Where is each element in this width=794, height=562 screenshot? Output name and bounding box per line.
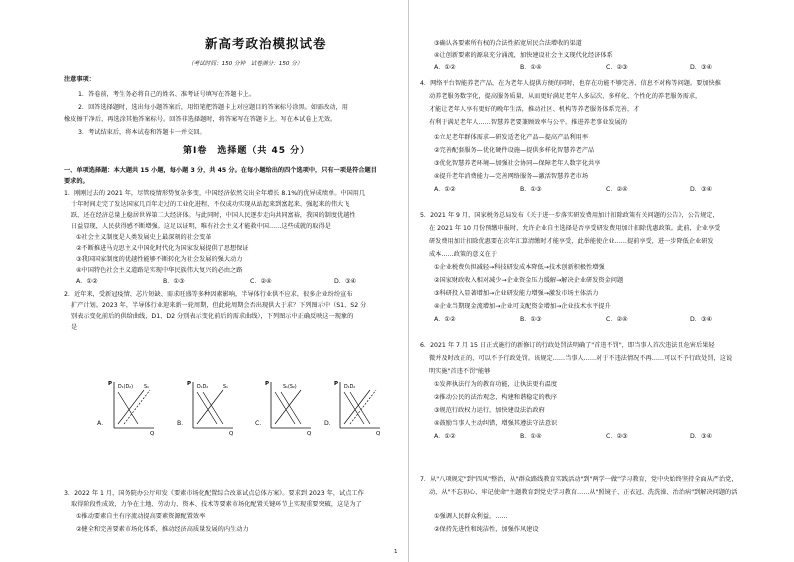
exam-info: （考试时间：150 分钟 试卷满分：150 分） bbox=[188, 61, 303, 67]
question-6-option: ③规范行政权力运行，加快建设法治政府 bbox=[434, 407, 545, 414]
question-3-choice-c: C．②③ bbox=[606, 64, 628, 71]
question-5-choice-a: A．①② bbox=[434, 316, 456, 323]
axis-p-label: P bbox=[108, 381, 113, 387]
question-4-option: ②完善配套服务—优化硬件设施—提供多样化智慧养老产品 bbox=[434, 147, 595, 154]
graph-option-d: D． bbox=[324, 420, 335, 427]
question-5-choice-b: B．①③ bbox=[520, 316, 542, 323]
page-number: 1 bbox=[394, 549, 398, 555]
axis-p-label: P bbox=[334, 381, 339, 387]
question-3-choice-a: A．①② bbox=[434, 64, 456, 71]
question-3-choice-b: B．①④ bbox=[520, 64, 542, 71]
question-3-option: ④让创新要素的源泉充分涌流，加快建设社会主义现代化经济体系 bbox=[434, 52, 613, 59]
question-1-option: ①社会主义制度是人类发展史上最深刻的社会变革 bbox=[76, 234, 212, 241]
question-4-stem: 4．网络平台智能养老产品，在为老年人提供方便的同时，也存在功能不够完善、信息不对称等问题。要加快推 bbox=[420, 80, 721, 87]
notice-item: 1．答卷前，考生务必将自己的姓名、准考证号填写在答题卡上。 bbox=[78, 91, 256, 98]
question-6-choice-c: C．②③ bbox=[606, 433, 628, 440]
question-6-option: ①发挥执法行为的教育功能，让执法更有温度 bbox=[434, 381, 558, 388]
question-4-option: ④提升老年消费能力—完善网络服务—激活智慧养老市场 bbox=[434, 173, 589, 180]
curve-label: D₁D₂ bbox=[197, 385, 209, 390]
question-1-choice-d: D．③④ bbox=[334, 278, 357, 285]
question-1-option: ④中国特色社会主义道路是实现中华民族伟大复兴的必由之路 bbox=[76, 267, 243, 274]
question-4-stem: 动养老服务数字化，提高服务质量，从而更好满足老年人多层次、多样化、个性化的养老服务需求， bbox=[429, 93, 702, 100]
graph-option-a: A． bbox=[97, 420, 108, 427]
question-2-stem: 扩产计划。2023 年，半导体行业迎来新一轮周期，但此轮周期会否出现供大于求？下列图示中（S1、S2 分 bbox=[71, 302, 367, 309]
section-intro: 要求的。 bbox=[64, 178, 89, 185]
question-5-choice-c: C．②④ bbox=[606, 316, 628, 323]
question-3-stem: 3．2022 年 1 月，国务院办公厅印发《要素市场化配置综合改革试点总体方案》。要求到 2023 年，试点工作 bbox=[64, 490, 364, 497]
question-1-choice-b: B．①③ bbox=[163, 278, 185, 285]
question-4-choice-c: C．②④ bbox=[606, 186, 628, 193]
question-6-choice-d: D．③④ bbox=[690, 433, 713, 440]
question-7-stem: 7．从"八项规定"到"四风"整治，从"群众路线教育实践活动"到"两学一做"学习教育，党中央始终坚持全面从严治党， bbox=[420, 476, 738, 483]
question-3-choice-d: D．③④ bbox=[690, 64, 713, 71]
question-3-option: ②健全和完善要素市场化体系，推动经济高质量发展的内生动力 bbox=[76, 526, 249, 533]
question-1-stem: 1．刚刚过去的 2021 年，尽管疫情形势复杂多变，中国经济依然交出全年增长 8.1%的优异成绩单。中国用几 bbox=[64, 190, 366, 197]
question-5-choice-d: D．③④ bbox=[690, 316, 713, 323]
question-3-option: ①推动要素自主有序流动提高要素资源配置效率 bbox=[76, 513, 206, 520]
question-5-option: ③科研投入显著增加→企业研发能力增强→激发市场主体活力 bbox=[434, 290, 599, 297]
question-1-choice-c: C．②④ bbox=[250, 278, 272, 285]
question-1-choice-a: A．①② bbox=[76, 278, 98, 285]
question-4-stem: 有利于满足老年人……智慧养老要兼顾效率与公平。推进养老事业发展的 bbox=[429, 119, 627, 126]
supply-demand-graph-b bbox=[185, 378, 237, 436]
question-4-choice-b: B．①③ bbox=[520, 186, 542, 193]
question-6-choice-a: A．①② bbox=[434, 433, 456, 440]
question-5-stem: 5．2021 年 9 月，国家税务总局发布《关于进一步落实研发费用加计扣除政策有关问题的公告》，公告规定， bbox=[420, 212, 719, 219]
section-title: 第Ⅰ卷 选择题（共 45 分） bbox=[183, 146, 311, 156]
question-3-option: ③确认各要素所有权的合法性拓宽居民合法增收的渠道 bbox=[434, 40, 582, 47]
question-6-option: ④鼓励当事人主动纠错，增强其遵法守法意识 bbox=[434, 420, 558, 427]
axis-q-label: Q bbox=[376, 431, 381, 436]
question-6-stem: 明实施"首违不罚"能够 bbox=[429, 368, 491, 375]
notice-item: 2．回答选择题时，选出每小题答案后，用铅笔把答题卡上对应题目的答案标号涂黑。如需改动，用 bbox=[78, 104, 348, 111]
question-4-option: ①立足老年群体需求—研发适老化产品—提高产品利用率 bbox=[434, 134, 589, 141]
question-7-option: ①强调人民群众利益，…… bbox=[434, 513, 508, 520]
notice-item: 3．考试结束后，将本试卷和答题卡一并交回。 bbox=[78, 129, 206, 136]
question-5-option: ②国家财政收入相对减少→企业资金压力缓解→解决企业研发资金问题 bbox=[434, 277, 624, 284]
question-4-choice-d: D．③④ bbox=[690, 186, 713, 193]
question-1-stem: 日益显现，人民获得感不断增强。这足以证明，唯有社会主义才能救中国……这些成就的取得是 bbox=[71, 223, 331, 230]
axis-q-label: Q bbox=[307, 431, 312, 436]
axis-p-label: P bbox=[187, 381, 192, 387]
axis-p-label: P bbox=[265, 381, 270, 387]
question-1-stem: 十年时间走完了发达国家几百年走过的工业化进程，不仅成功实现从站起来到富起来、强起来的伟大飞 bbox=[71, 201, 350, 208]
supply-demand-graph-d bbox=[332, 378, 384, 436]
question-2-stem: 是 bbox=[71, 324, 78, 331]
curve-label: D₁D₂ bbox=[344, 385, 356, 390]
question-5-stem: 在 2021 年 10 月份预缴申报时，允许企业自主选择是否享受研发费用加计扣除优惠政策。此前，企业享受 bbox=[429, 225, 721, 232]
question-4-choice-a: A．①② bbox=[434, 186, 456, 193]
question-2-stem: 别表示变化前后的供给曲线，D1、D2 分别表示变化前后的需求曲线），下列图示中正确反映这一现象的 bbox=[71, 313, 354, 320]
section-intro: 一、单项选择题：本大题共 15 小题，每小题 3 分，共 45 分。在每小题给出的四个选项中，只有一项是符合题目 bbox=[64, 167, 377, 174]
question-5-option: ④企业当期现金流增加→企业可支配资金增加→企业技术水平提升 bbox=[434, 303, 611, 310]
question-1-stem: 跃，还在经济总量上稳居世界第二大经济体。与此同时，中国人民逐步走向共同富裕，我国的制度优越性 bbox=[71, 212, 356, 219]
notice-item: 橡皮擦干净后，再选涂其他答案标号。回答非选择题时，将答案写在答题卡上。写在本试卷上无效。 bbox=[64, 116, 337, 123]
question-7-stem: 动，从"不忘初心、牢记使命"主题教育到党史学习教育……从"照镜子、正衣冠、洗洗澡、治治病"到解决问题的活 bbox=[429, 489, 738, 496]
supply-demand-graph-c bbox=[263, 378, 315, 436]
question-7-option: ②保持先进性和纯洁性，加强作风建设 bbox=[434, 526, 539, 533]
curve-label-s1: S₁ bbox=[223, 385, 228, 390]
question-4-stem: 才能让老年人享有更好的晚年生活，推动社区、机构等养老服务体系完善，才 bbox=[429, 106, 640, 113]
question-6-option: ②推动公民的法治观念，构建和谐稳定的秩序 bbox=[434, 394, 558, 401]
question-1-option: ②不断推进马克思主义中国化时代化为国家发展提供了思想保证 bbox=[76, 245, 249, 252]
question-5-option: ①企业税费负担减轻→科技研发成本降低→技术创新积极性增强 bbox=[434, 264, 605, 271]
column-divider bbox=[408, 0, 409, 562]
question-5-stem: 研发费用加计扣除优惠要在次年汇算清缴时才能享受，此举能使企业……提前享受，进一步降低企业研发 bbox=[429, 238, 714, 245]
axis-q-label: Q bbox=[150, 431, 155, 436]
supply-demand-graph-a bbox=[106, 378, 158, 436]
question-3-stem: 取得阶段性成效，力争在土地、劳动力、资本、技术等要素市场化配置关键环节上实现重要突破，这是为了 bbox=[71, 501, 362, 508]
graph-option-b: B． bbox=[177, 420, 188, 427]
question-1-option: ③我国国家制度的优越性能够不断转化为社会发展的强大动力 bbox=[76, 256, 243, 263]
question-6-choice-b: B．①④ bbox=[520, 433, 542, 440]
curve-label-s1: S₁ bbox=[144, 385, 149, 390]
question-5-stem: 成本……政策的意义在于 bbox=[429, 251, 498, 258]
question-6-stem: 6．2021 年 7 月 15 日正式施行的新修订的行政处罚法明确了"首违不罚"，即当事人首次违法且危害后果轻 bbox=[420, 342, 715, 349]
exam-title: 新高考政治模拟试卷 bbox=[205, 36, 327, 51]
question-2-stem: 2．近年来，受新冠疫情、芯片短缺、需求旺盛等多种因素影响，半导体行业供不应求，很多企业纷纷宣布 bbox=[64, 291, 353, 298]
question-4-option: ③优化智慧养老环境—加强社会协同—保障老年人数字化共享 bbox=[434, 160, 601, 167]
graph-option-c: C． bbox=[255, 420, 266, 427]
curve-label: D₁(D₂) bbox=[118, 385, 133, 390]
question-6-stem: 微并及时改正的，可以不予行政处罚。该规定……当事人……对于不违法情况不再……可以不予行政处罚，这说 bbox=[429, 355, 733, 362]
notice-heading: 注意事项： bbox=[64, 76, 95, 83]
curve-label: S₁(S₂) bbox=[283, 385, 297, 390]
axis-q-label: Q bbox=[229, 431, 234, 436]
